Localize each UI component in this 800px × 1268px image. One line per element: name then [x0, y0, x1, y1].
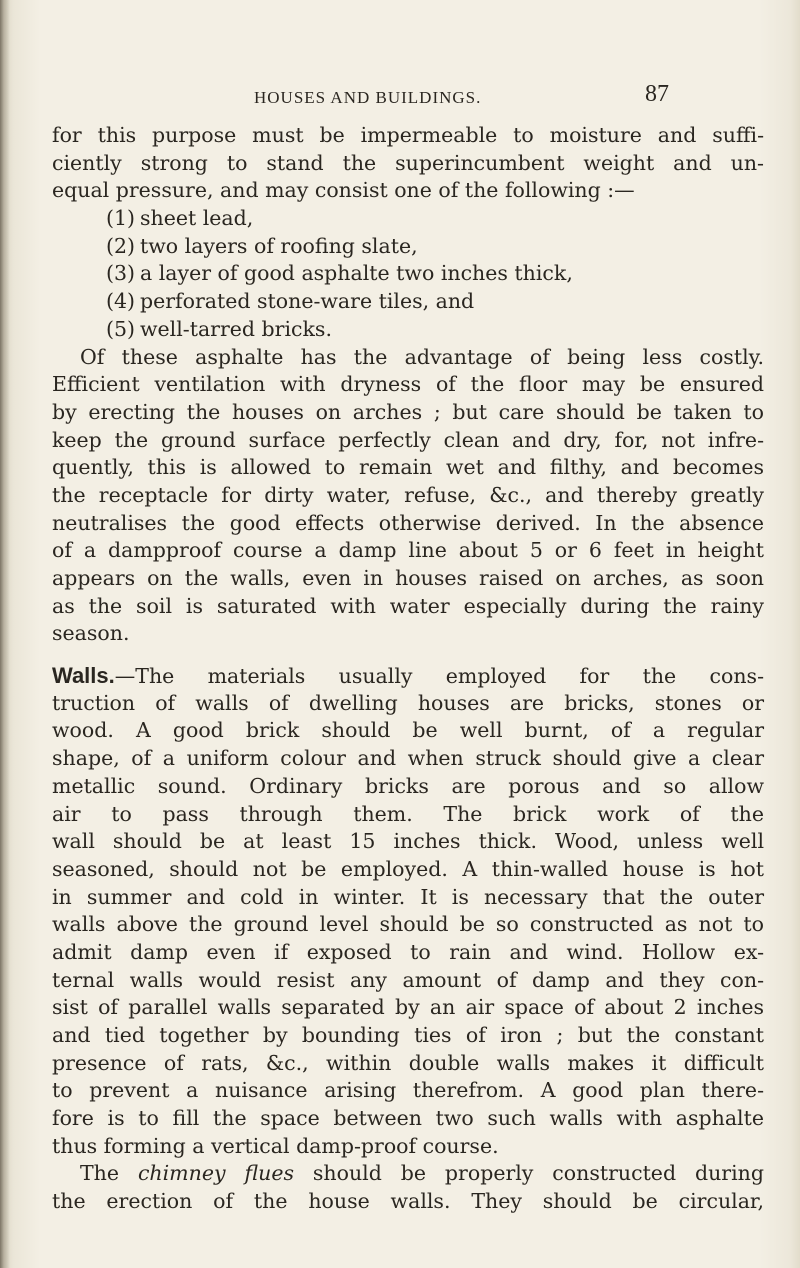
section-gap	[52, 648, 764, 662]
text-line: as the soil is saturated with water especially during the rainy	[52, 593, 764, 618]
text-line: of a dampproof course a damp line about 5 or 6 feet in height	[52, 538, 764, 563]
text-line: admit damp even if exposed to rain and wind. Hollow ex-	[52, 939, 764, 964]
list-text: sheet lead,	[140, 206, 254, 231]
text-line: keep the ground surface perfectly clean and dry, for, not infre-	[52, 427, 764, 452]
list-number: (2)	[106, 233, 136, 258]
list-item	[52, 233, 764, 261]
text-fragment: The	[80, 1161, 120, 1186]
text-line	[52, 662, 764, 690]
text-line: wood. A good brick should be well burnt, of a regular	[52, 718, 764, 743]
text-line: to prevent a nuisance arising therefrom. A good plan there-	[52, 1078, 764, 1103]
text-line: season.	[52, 621, 130, 646]
body-text	[52, 122, 764, 1216]
text-line: metallic sound. Ordinary bricks are porous and so allow	[52, 773, 764, 798]
text-line: appears on the walls, even in houses raised on arches, as soon	[52, 566, 764, 590]
list-text: two layers of roofing slate,	[140, 233, 418, 258]
text-line: and tied together by bounding ties of iron ; but the constant	[52, 1023, 764, 1047]
text-line: by erecting the houses on arches ; but care should be taken to	[52, 399, 764, 424]
text-line: walls above the ground level should be so constructed as not to	[52, 912, 764, 937]
list-number: (4)	[106, 289, 136, 314]
text-line: seasoned, should not be employed. A thin-walled house is hot	[52, 856, 764, 881]
text-line: Efficient ventilation with dryness of the floor may be ensured	[52, 372, 764, 397]
list-number: (1)	[106, 206, 136, 231]
italic-term: chimney flues	[137, 1161, 294, 1186]
text-line: truction of walls of dwelling houses are bricks, stones or	[52, 690, 764, 715]
paragraph-1	[52, 122, 764, 205]
text-line: the receptacle for dirty water, refuse, &c., and thereby greatly	[52, 482, 764, 507]
page-number: 87	[645, 81, 669, 107]
list-text: perforated stone-ware tiles, and	[140, 289, 475, 314]
list-text: well-tarred bricks.	[140, 316, 332, 341]
text-line: Of these asphalte has the advantage of being less costly.	[80, 344, 764, 369]
binding-gutter	[0, 0, 10, 1268]
list-item	[52, 288, 764, 316]
running-head: HOUSES AND BUILDINGS.	[254, 88, 482, 107]
text-line: air to pass through them. The brick work of the	[52, 801, 764, 826]
text-line: shape, of a uniform colour and when struck should give a clear	[52, 746, 764, 771]
text-line: thus forming a vertical damp-proof course.	[52, 1133, 499, 1158]
paragraph-chimney	[52, 1160, 764, 1215]
text-line: presence of rats, &c., within double walls makes it difficult	[52, 1050, 764, 1075]
paragraph-walls	[52, 662, 764, 1160]
text-line: sist of parallel walls separated by an air space of about 2 inches	[52, 995, 764, 1020]
list-item	[52, 205, 764, 233]
text-line: ciently strong to stand the superincumbent weight and un-	[52, 150, 764, 175]
section-heading: Walls.	[52, 663, 115, 689]
list-item	[52, 260, 764, 288]
text-line: ternal walls would resist any amount of damp and they con-	[52, 967, 764, 992]
text-line: wall should be at least 15 inches thick. Wood, unless well	[52, 829, 764, 854]
materials-list	[52, 205, 764, 343]
text-line: neutralises the good effects otherwise derived. In the absence	[52, 510, 764, 535]
text-line: the erection of the house walls. They should be circular,	[52, 1189, 764, 1214]
list-item	[52, 316, 764, 344]
text-line	[52, 1160, 764, 1188]
text-line: in summer and cold in winter. It is necessary that the outer	[52, 884, 764, 909]
text-line: for this purpose must be impermeable to moisture and suffi-	[52, 123, 764, 147]
text-line: equal pressure, and may consist one of the following :—	[52, 178, 635, 203]
text-line: quently, this is allowed to remain wet and filthy, and becomes	[52, 455, 764, 480]
list-number: (3)	[106, 261, 136, 286]
list-text: a layer of good asphalte two inches thick,	[140, 261, 573, 286]
text-line: fore is to fill the space between two such walls with asphalte	[52, 1106, 764, 1131]
text-fragment: should be properly constructed during	[312, 1161, 764, 1186]
paragraph-2	[52, 344, 764, 649]
heading-continuation: —The materials usually employed for the cons-	[114, 664, 764, 689]
list-number: (5)	[106, 316, 136, 341]
